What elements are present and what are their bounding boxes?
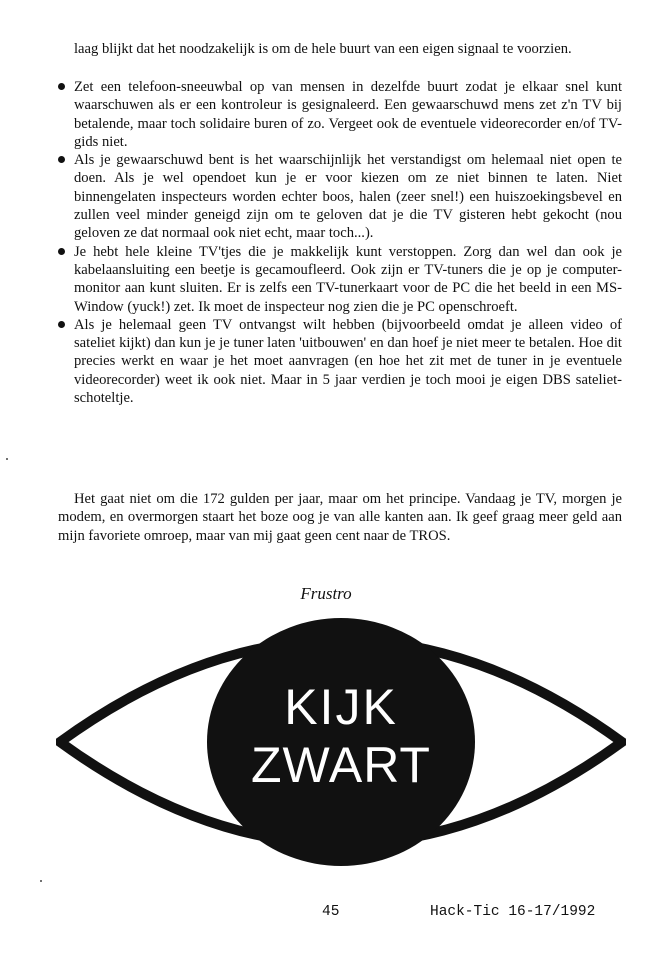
tips-list — [58, 78, 622, 407]
closing-paragraph: Het gaat niet om die 172 gulden per jaar, maar om het principe. Vandaag je TV, morgen je modem, en overmorgen staart het boze oog je van alle kanten aan. Ik geef graag meer geld aan mijn favoriete omroep, maar van mij gaat geen cent naar de TROS. — [58, 491, 622, 544]
scan-speck — [40, 880, 42, 882]
list-item-text: Zet een telefoon-sneeuwbal op van mensen in dezelfde buurt zodat je elkaar snel kunt waarschuwen als er een kontroleur is gesignaleerd. Een gewaarschuwd mens zet z'n TV bij betalende, maar toch solidaire buren of zo. Vergeet ook de eventuele videorecorder en/of TV-gids niet. — [74, 79, 622, 150]
bullet-icon — [58, 321, 65, 328]
bullet-icon — [58, 248, 65, 255]
issue-label: Hack-Tic 16-17/1992 — [430, 904, 596, 920]
list-item — [58, 243, 622, 316]
bullet-icon — [58, 156, 65, 163]
kijk-zwart-eye-logo — [56, 612, 626, 872]
bullet-icon — [58, 83, 65, 90]
page-number: 45 — [322, 904, 340, 920]
logo-line-1: KIJK — [284, 679, 398, 735]
author-signature: Frustro — [300, 584, 352, 603]
list-item — [58, 78, 622, 151]
list-item — [58, 151, 622, 242]
list-item-text: Als je helemaal geen TV ontvangst wilt hebben (bijvoorbeeld omdat je alleen video of sateliet kijkt) dan kun je je tuner laten 'uitbouwen' en dan hoef je niet meer te betalen. Hoe dit precies werkt en waar je het moet aanvragen (en hoe het zit met de tuner in je eventuele videorecorder) weet ik ook niet. Maar in 5 jaar verdien je toch mooi je eigen DBS sateliet-schoteltje. — [74, 316, 622, 407]
logo-line-2: ZWART — [251, 737, 431, 793]
scan-speck — [6, 458, 8, 460]
continuation-paragraph: laag blijkt dat het noodzakelijk is om de hele buurt van een eigen signaal te voorzien. — [74, 41, 572, 57]
list-item-text: Als je gewaarschuwd bent is het waarschijnlijk het verstandigst om helemaal niet open te doen. Als je wel opendoet kun je er voor kiezen om ze niet binnen te laten. Niet binnengelaten inspecteurs worden echter boos, halen (zeer snel!) een huiszoekingsbevel en zullen veel minder geneigd zijn om te geloven dat je die TV gisteren hebt gekocht (nou geloven ze dat normaal ook niet echt, maar toch...). — [74, 152, 622, 242]
list-item-text: Je hebt hele kleine TV'tjes die je makkelijk kunt verstoppen. Zorg dan wel dan ook je kabelaansluiting een beetje is gecamoufleerd. Ook zijn er TV-tuners die je op je computer-monitor aan kunt sluiten. Er is zelfs een TV-tunerkaart voor de PC die het beeld in een MS-Window (yuck!) zet. Ik moet de inspecteur nog zien die je PC openschroeft. — [74, 243, 622, 315]
list-item — [58, 316, 622, 407]
